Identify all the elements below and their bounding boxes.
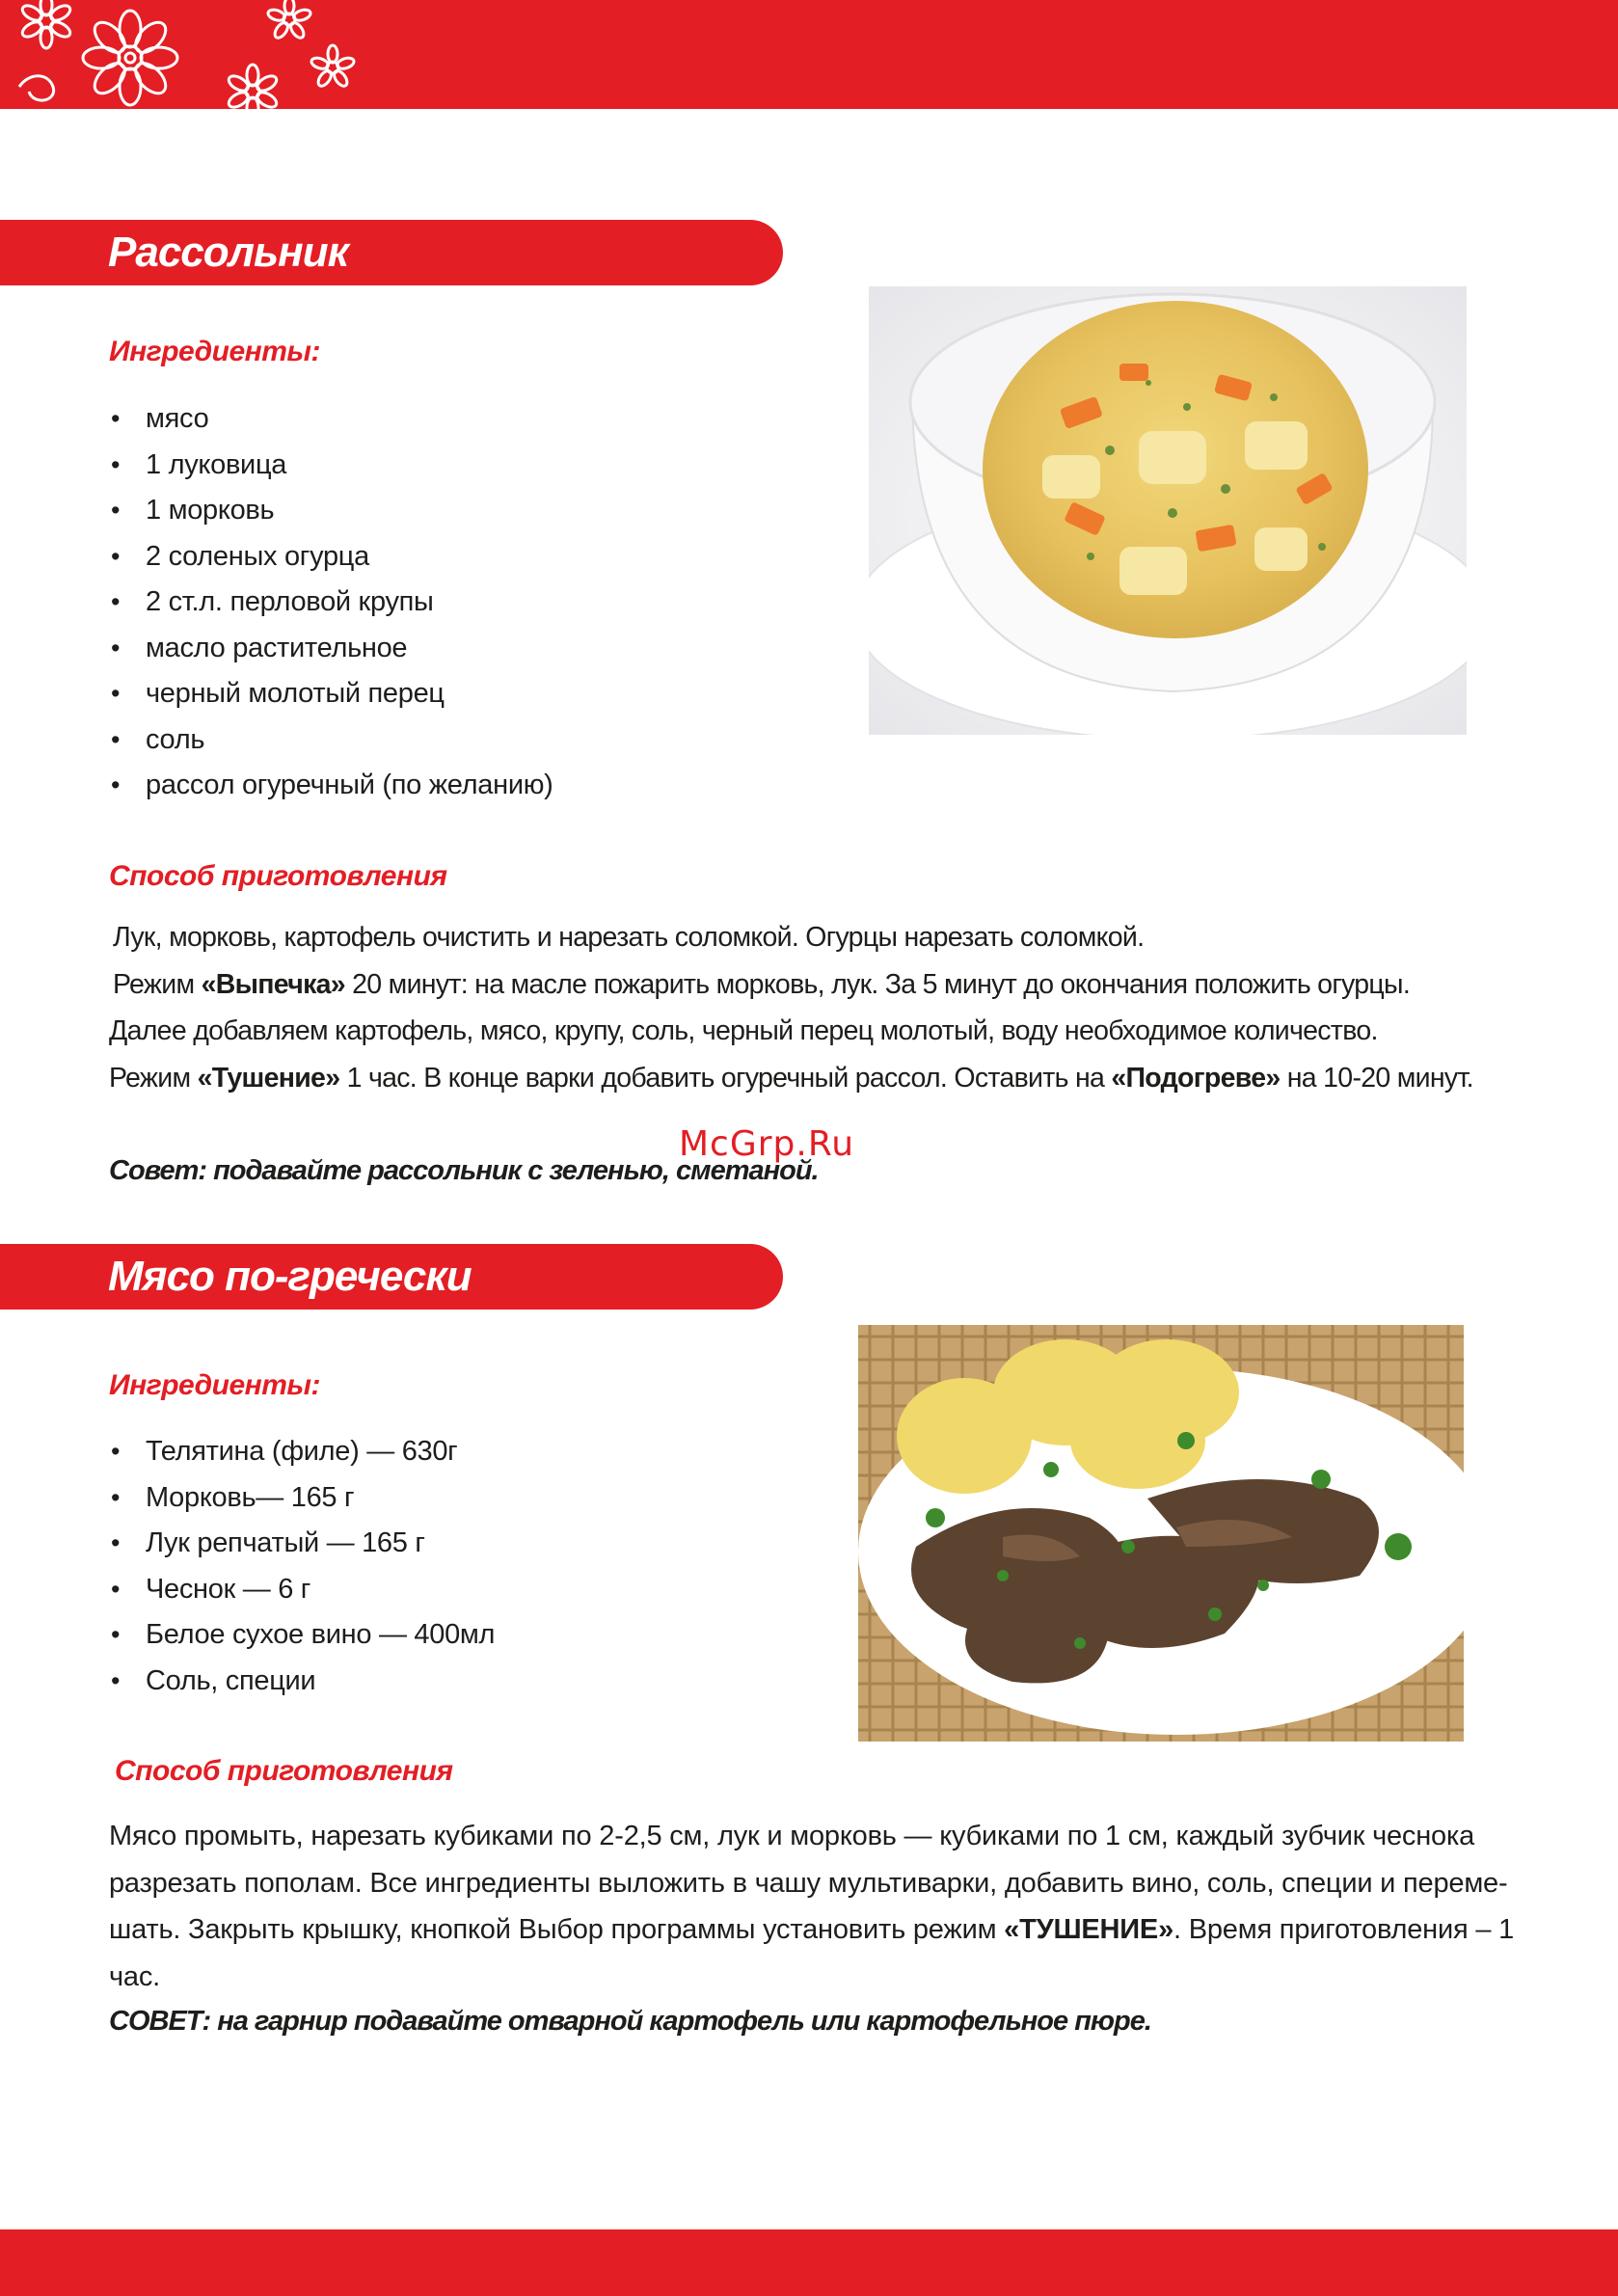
- recipe2-method-line: час.: [109, 1960, 160, 1992]
- recipe2-ingredients-list: [109, 1429, 495, 1704]
- ingredient-item: • черный молотый перец: [109, 671, 553, 717]
- ingredient-item: • рассол огуречный (по желанию): [109, 763, 553, 809]
- recipe1-title-bar: [0, 220, 783, 285]
- flower-ornament-icon: [0, 0, 366, 109]
- ingredient-item: • 2 соленых огурца: [109, 534, 553, 581]
- recipe2-ingredients-heading: Ингредиенты:: [109, 1369, 321, 1401]
- ingredient-item: • Телятина (филе) — 630г: [109, 1429, 495, 1475]
- recipe2-method-line: разрезать пополам. Все ингредиенты выложить в чашу мультиварки, добавить вино, соль, специи и переме-: [109, 1867, 1508, 1899]
- ingredient-item: • Лук репчатый — 165 г: [109, 1521, 495, 1567]
- recipe2-method-line: шать. Закрыть крышку, кнопкой Выбор программы установить режим «ТУШЕНИЕ». Время приготовления – 1: [109, 1914, 1515, 1945]
- recipe1-advice: Совет: подавайте рассольник с зеленью, сметаной.: [109, 1155, 819, 1186]
- recipe2-title-bar: [0, 1244, 783, 1310]
- recipe1-method-line: Режим «Выпечка» 20 минут: на масле пожарить морковь, лук. За 5 минут до окончания положить огурцы.: [113, 968, 1411, 1000]
- recipe2-title: Мясо по-гречески: [108, 1253, 472, 1300]
- soup-photo: [869, 286, 1467, 735]
- recipe2-method-line: Мясо промыть, нарезать кубиками по 2-2,5 см, лук и морковь — кубиками по 1 см, каждый зубчик чеснока: [109, 1821, 1475, 1851]
- ingredient-item: • масло растительное: [109, 626, 553, 672]
- recipe1-title: Рассольник: [108, 229, 348, 276]
- ingredient-item: • Белое сухое вино — 400мл: [109, 1612, 495, 1659]
- recipe1-method-text: [109, 914, 1473, 1101]
- watermark: McGrp.Ru: [679, 1124, 855, 1164]
- footer-band: [0, 2229, 1618, 2296]
- recipe1-method-line: Лук, морковь, картофель очистить и нарезать соломкой. Огурцы нарезать соломкой.: [113, 922, 1145, 953]
- recipe2-method-heading: Способ приготовления: [115, 1755, 453, 1787]
- recipe1-ingredients-heading: Ингредиенты:: [109, 336, 321, 367]
- ingredient-item: • Соль, специи: [109, 1659, 495, 1705]
- ingredient-item: • 1 луковица: [109, 443, 553, 489]
- recipe1-method-heading: Способ приготовления: [109, 860, 447, 892]
- recipe1-ingredients-list: [109, 396, 553, 809]
- ingredient-item: • 1 морковь: [109, 488, 553, 534]
- recipe1-method-line: Режим «Тушение» 1 час. В конце варки добавить огуречный рассол. Оставить на «Подогреве» на 10-20 минут.: [109, 1062, 1473, 1094]
- recipe2-advice: СОВЕТ: на гарнир подавайте отварной картофель или картофельное пюре.: [109, 2006, 1151, 2037]
- ingredient-item: • соль: [109, 717, 553, 764]
- recipe2-method-text: [109, 1813, 1514, 2000]
- ingredient-item: • Чеснок — 6 г: [109, 1567, 495, 1613]
- meat-photo: [858, 1325, 1464, 1742]
- ingredient-item: • 2 ст.л. перловой крупы: [109, 580, 553, 626]
- recipe1-method-line: Далее добавляем картофель, мясо, крупу, соль, черный перец молотый, воду необходимое количество.: [109, 1015, 1378, 1046]
- ingredient-item: • мясо: [109, 396, 553, 443]
- ingredient-item: • Морковь— 165 г: [109, 1475, 495, 1522]
